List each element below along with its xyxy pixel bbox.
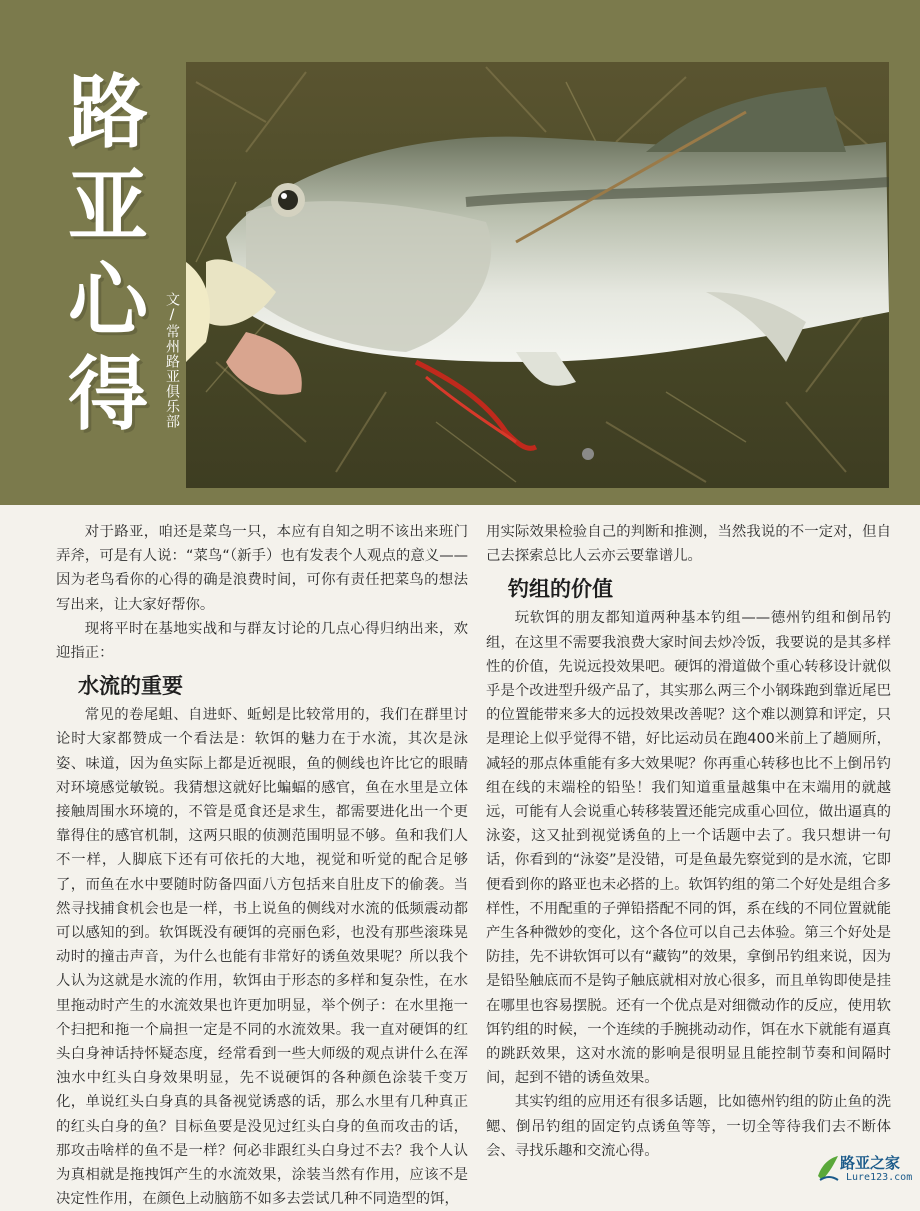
title-char: 得: [68, 348, 148, 441]
watermark-url: Lure123.com: [846, 1172, 913, 1183]
body-paragraph: 常见的卷尾蛆、自进虾、蚯蚓是比较常用的，我们在群里讨论时大家都赞成一个看法是：软饵的魅力在于水流，其次是泳姿、味道，因为鱼实际上都是近视眼，鱼的侧线也许比它的眼睛对环境感觉敏锐。我猜想这就好比蝙蝠的感官，鱼在水里是立体接触周围水环境的，不管是觅食还是求生，都需要进化出一个更靠得住的感官机制，这两只眼的侦测范围明显不够。鱼和我们人不一样，人脚底下还有可依托的大地，视觉和听觉的配合足够了，而鱼在水中要随时防备四面八方包括来自肚皮下的偷袭。当然寻找捕食机会也是一样，书上说鱼的侧线对水流的低频震动都可以感知的到。软饵既没有硬饵的亮丽色彩，也没有那些滚珠晃动时的撞击声音，为什么也能有非常好的诱鱼效果呢？所以我个人认为这就是水流的作用，软饵由于形态的多样和复杂性，在水里拖动时产生的水流效果也许更加明显，举个例子：在水里拖一个扫把和拖一个扁担一定是不同的水流效果。我一直对硬饵的红头白身神话持怀疑态度，经常看到一些大师级的观点讲什么在浑浊水中红头白身效果明显，先不说硬饵的各种颜色涂装千变万化，单说红头白身真的具备视觉诱惑的话，那么水里有几种真正的红头白身的鱼？目标鱼要是没见过红头白身的鱼而攻击的话，那攻击啥样的鱼不是一样？何必非跟红头白身过不去？我个人认为真相就是拖拽饵产生的水流效果，涂装当然有作用，应该不是决定性作用，在颜色上动脑筋不如多去尝试几种不同造型的饵，: [56, 707, 468, 1208]
magazine-title: [58, 66, 158, 442]
right-column: [486, 520, 891, 1163]
intro-paragraph: 现将平时在基地实战和与群友讨论的几点心得归纳出来，欢迎指正：: [56, 620, 468, 662]
section-heading: 水流的重要: [78, 673, 183, 699]
body-paragraph: 用实际效果检验自己的判断和推测，当然我说的不一定对，但自己去探索总比人云亦云要靠谱儿。: [486, 524, 891, 565]
bass-photo-illustration: [186, 62, 889, 488]
left-column: [56, 520, 468, 1211]
section-heading: 钓组的价值: [508, 576, 613, 602]
watermark-name: 路亚之家: [840, 1154, 901, 1172]
title-char: 心: [68, 254, 148, 347]
title-char: 亚: [68, 160, 148, 253]
title-char: 路: [68, 66, 148, 159]
author-byline: 文/常州路亚俱乐部: [164, 292, 180, 429]
fish-logo-icon: [816, 1154, 840, 1184]
site-watermark[interactable]: [816, 1152, 916, 1188]
bass-photo: [186, 62, 889, 488]
body-paragraph: 其实钓组的应用还有很多话题，比如德州钓组的防止鱼的洗鳃、倒吊钓组的固定钓点诱鱼等等，一切全等待我们去不断体会、寻找乐趣和交流心得。: [486, 1094, 891, 1159]
body-paragraph: 玩软饵的朋友都知道两种基本钓组——德州钓组和倒吊钓组，在这里不需要我浪费大家时间去炒冷饭，我要说的是其多样性的价值，先说远投效果吧。硬饵的滑道做个重心转移设计就似乎是个改进型升级产品了，其实那么两三个小钢珠跑到靠近尾巴的位置能带来多大的远投效果改善呢？这个难以测算和评定，只是理论上似乎觉得不错，好比运动员在跑400米前上了趟厕所，减轻的那点体重能有多大效果呢？你再重心转移也比不上倒吊钓组在线的末端栓的铅坠！我们知道重量越集中在末端用的就越远，可能有人会说重心转移装置还能完成重心回位，做出逼真的泳姿，这又扯到视觉诱鱼的上一个话题中去了。我只想讲一句话，你看到的“泳姿”是没错，可是鱼最先察觉到的是水流，它即便看到你的路亚也未必搭的上。软饵钓组的第二个好处是组合多样性，不用配重的子弹铅搭配不同的饵，系在线的不同位置就能产生各种微妙的变化，这个各位可以自己去体验。第三个好处是防挂，先不讲软饵可以有“藏钩”的效果，拿倒吊钓组来说，因为是铅坠触底而不是钩子触底就相对放心很多，而且单钩即使是挂在哪里也容易摆脱。还有一个优点是对细微动作的反应，使用软饵钓组的时候，一个连续的手腕挑动动作，饵在水下就能有逼真的跳跃效果，这对水流的影响是很明显且能控制节奏和间隔时间，起到不错的诱鱼效果。: [486, 610, 891, 1087]
intro-paragraph: 对于路亚，咱还是菜鸟一只，本应有自知之明不该出来班门弄斧，可是有人说：“菜鸟“（新手）也有发表个人观点的意义——因为老鸟看你的心得的确是浪费时间，可你有责任把菜鸟的想法写出来，让大家好帮你。: [56, 524, 468, 613]
